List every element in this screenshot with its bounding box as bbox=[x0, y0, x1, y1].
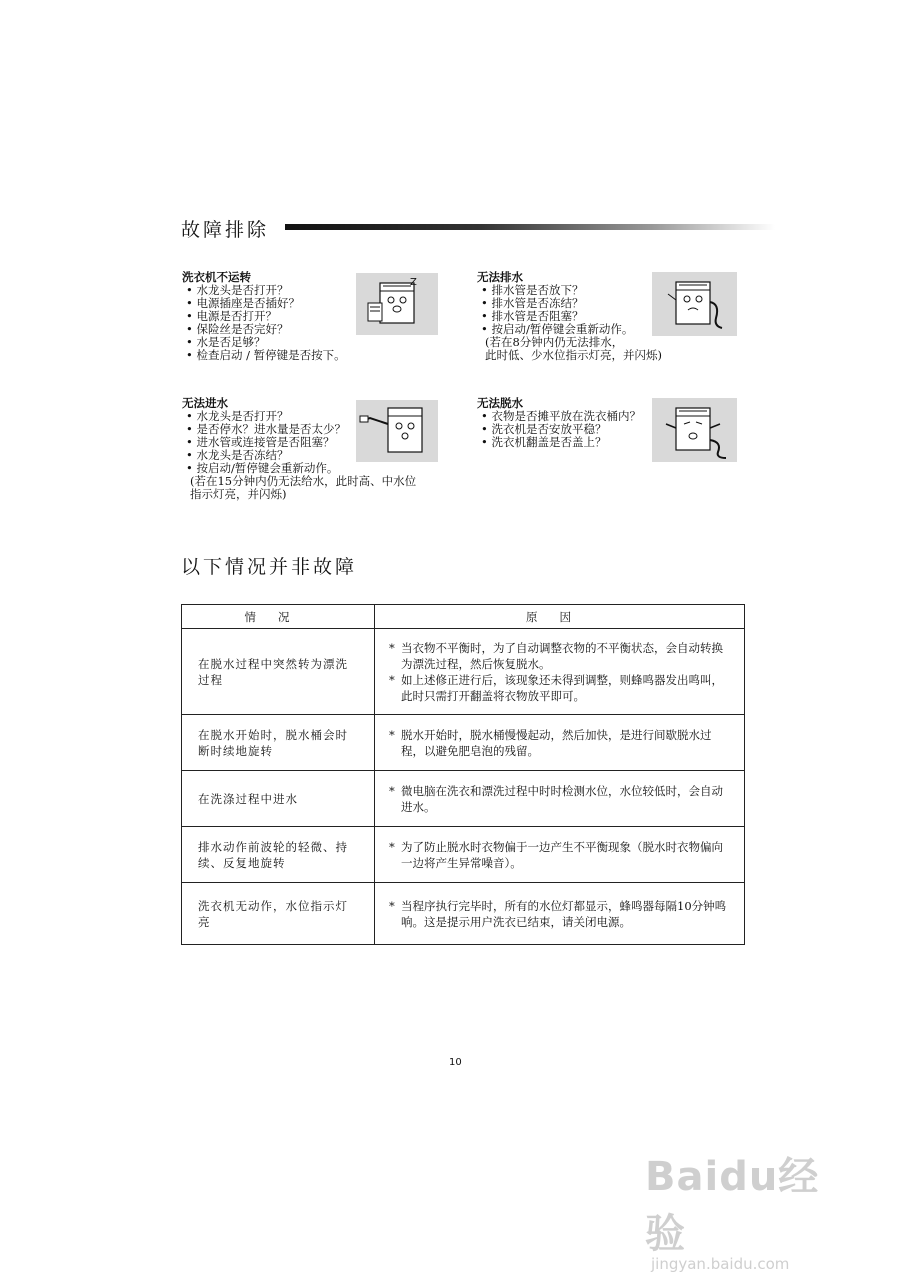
watermark-url: jingyan.baidu.com bbox=[651, 1255, 790, 1273]
reason-cell bbox=[375, 827, 745, 883]
bullet-item: • 水龙头是否打开？ bbox=[186, 284, 362, 297]
block-heading: 无法进水 bbox=[182, 396, 228, 410]
reason-item bbox=[389, 672, 732, 704]
reason-text: 脱水开始时，脱水桶慢慢起动，然后加快，是进行间歇脱水过程，以避免肥皂泡的残留。 bbox=[401, 727, 712, 758]
bullet-item: • 排水管是否冻结？ bbox=[481, 297, 697, 310]
table-row bbox=[182, 827, 745, 883]
table-row bbox=[182, 715, 745, 771]
bullet-item: • 电源是否打开？ bbox=[186, 310, 362, 323]
washer-spin-icon bbox=[652, 398, 737, 462]
reason-text: 如上述修正进行后，该现象还未得到调整，则蜂鸣器发出鸣叫，此时只需打开翻盖将衣物放平即可。 bbox=[401, 672, 723, 703]
situation-cell: 洗衣机无动作，水位指示灯亮 bbox=[182, 883, 375, 945]
table-row bbox=[182, 629, 745, 715]
reason-text: 为了防止脱水时衣物偏于一边产生不平衡现象（脱水时衣物偏向一边将产生异常噪音）。 bbox=[401, 839, 723, 870]
table-row bbox=[182, 771, 745, 827]
page-number: 10 bbox=[449, 1057, 462, 1068]
bullet-item: • 按启动/暂停键会重新动作。 bbox=[186, 462, 442, 475]
reason-item bbox=[389, 839, 732, 871]
title-rule bbox=[285, 224, 775, 230]
washer-sleeping-illustration bbox=[356, 273, 438, 335]
block-heading: 无法脱水 bbox=[477, 396, 523, 410]
situation-cell: 在脱水过程中突然转为漂洗过程 bbox=[182, 629, 375, 715]
washer-fill-icon bbox=[356, 400, 438, 462]
not-fault-title: 以下情况并非故障 bbox=[181, 556, 358, 578]
bullet-item: • 进水管或连接管是否阻塞？ bbox=[186, 436, 442, 449]
column-header-situation: 情况 bbox=[182, 605, 375, 629]
bullet-item: • 排水管是否阻塞？ bbox=[481, 310, 697, 323]
not-fault-table bbox=[181, 604, 745, 945]
bullet-item: • 水是否足够？ bbox=[186, 336, 362, 349]
asterisk-icon: * bbox=[389, 839, 395, 854]
bullet-item: • 按启动/暂停键会重新动作。 bbox=[481, 323, 697, 336]
watermark bbox=[645, 1145, 855, 1273]
reason-cell bbox=[375, 629, 745, 715]
asterisk-icon: * bbox=[389, 783, 395, 798]
asterisk-icon: * bbox=[389, 640, 395, 655]
block-no-spin bbox=[477, 397, 677, 449]
washer-fill-illustration bbox=[356, 400, 438, 462]
reason-cell bbox=[375, 771, 745, 827]
block-note: (若在8分钟内仍无法排水， 此时低、少水位指示灯亮，并闪烁) bbox=[485, 335, 662, 362]
asterisk-icon: * bbox=[389, 727, 395, 742]
washer-spin-illustration bbox=[652, 398, 737, 462]
washer-drain-icon bbox=[652, 272, 737, 336]
troubleshooting-title: 故障排除 bbox=[181, 219, 270, 241]
svg-text:Z: Z bbox=[410, 277, 417, 288]
bullet-list bbox=[182, 284, 362, 362]
bullet-item: • 水龙头是否打开？ bbox=[186, 410, 442, 423]
reason-item bbox=[389, 898, 732, 930]
situation-cell: 排水动作前波轮的轻微、持续、反复地旋转 bbox=[182, 827, 375, 883]
situation-cell: 在脱水开始时，脱水桶会时断时续地旋转 bbox=[182, 715, 375, 771]
reason-cell bbox=[375, 883, 745, 945]
reason-text: 当程序执行完毕时，所有的水位灯都显示，蜂鸣器每隔10分钟鸣响。这是提示用户洗衣已结束，请关闭电源。 bbox=[401, 898, 727, 929]
bullet-item: • 电源插座是否插好？ bbox=[186, 297, 362, 310]
reason-text: 当衣物不平衡时，为了自动调整衣物的不平衡状态，会自动转换为漂洗过程，然后恢复脱水。 bbox=[401, 640, 723, 671]
bullet-item: • 排水管是否放下？ bbox=[481, 284, 697, 297]
table-header-row bbox=[182, 605, 745, 629]
block-no-run bbox=[182, 271, 362, 362]
reason-cell bbox=[375, 715, 745, 771]
reason-item bbox=[389, 640, 732, 672]
asterisk-icon: * bbox=[389, 672, 395, 687]
bullet-list bbox=[477, 410, 677, 449]
block-note: (若在15分钟内仍无法给水，此时高、中水位 指示灯亮，并闪烁) bbox=[190, 474, 417, 501]
bullet-item: • 洗衣机翻盖是否盖上？ bbox=[481, 436, 677, 449]
watermark-logo: Baidu经验 bbox=[645, 1154, 820, 1257]
block-heading: 无法排水 bbox=[477, 270, 523, 284]
bullet-item: • 保险丝是否完好？ bbox=[186, 323, 362, 336]
bullet-item: • 洗衣机是否安放平稳？ bbox=[481, 423, 677, 436]
asterisk-icon: * bbox=[389, 898, 395, 913]
table-row bbox=[182, 883, 745, 945]
washer-sleeping-icon bbox=[356, 273, 438, 335]
bullet-item: • 衣物是否摊平放在洗衣桶内？ bbox=[481, 410, 677, 423]
block-heading: 洗衣机不运转 bbox=[182, 270, 251, 284]
reason-item bbox=[389, 783, 732, 815]
bullet-item: • 水龙头是否冻结？ bbox=[186, 449, 442, 462]
bullet-item: • 是否停水？进水量是否太少？ bbox=[186, 423, 442, 436]
column-header-reason: 原因 bbox=[375, 605, 745, 629]
situation-cell: 在洗涤过程中进水 bbox=[182, 771, 375, 827]
bullet-item: • 检查启动 / 暂停键是否按下。 bbox=[186, 349, 362, 362]
washer-drain-illustration bbox=[652, 272, 737, 336]
reason-text: 微电脑在洗衣和漂洗过程中时时检测水位，水位较低时，会自动进水。 bbox=[401, 783, 723, 814]
reason-item bbox=[389, 727, 732, 759]
